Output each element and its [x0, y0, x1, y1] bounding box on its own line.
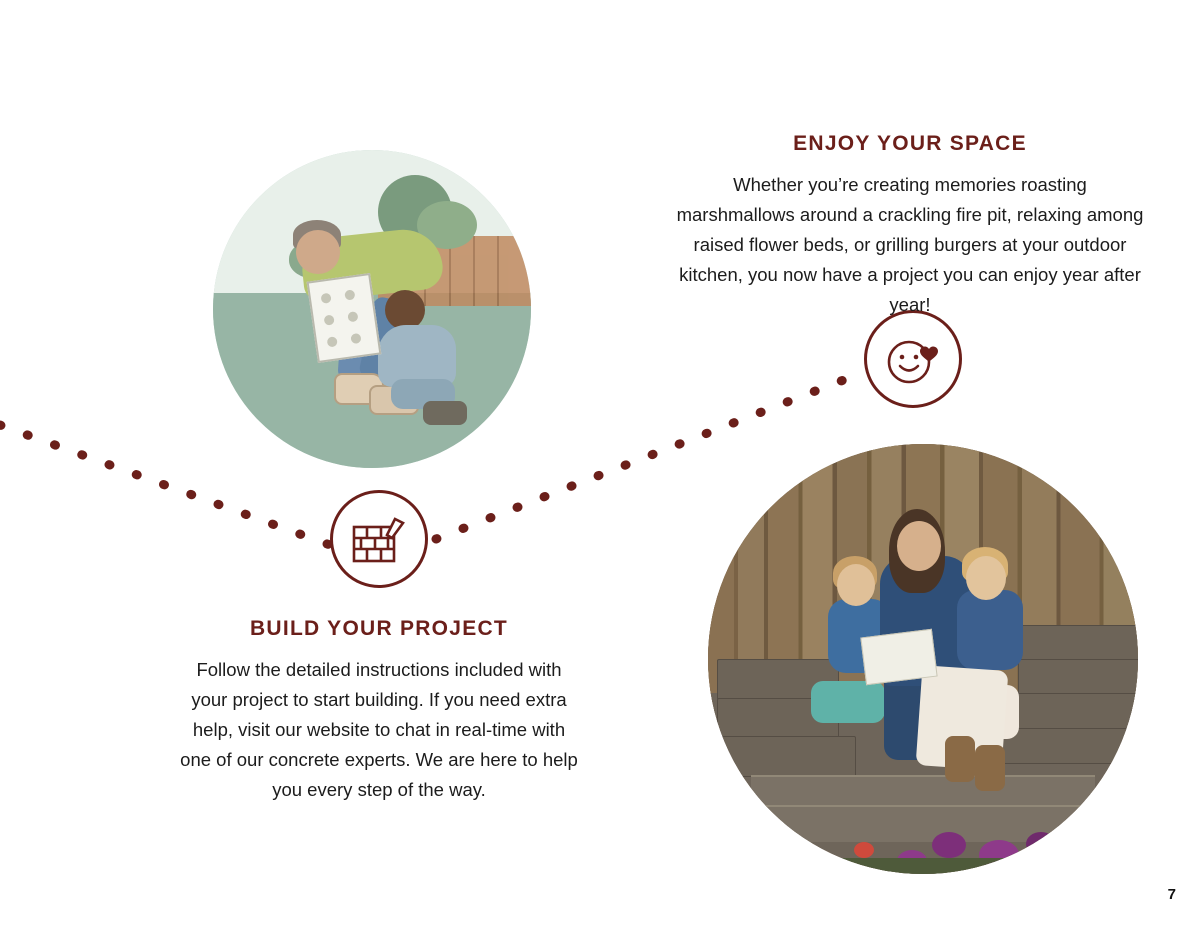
- enjoy-your-space-photo: [708, 444, 1138, 874]
- enjoy-your-space-body: Whether you’re creating memories roasting marshmallows around a crackling fire pit, relaxing among raised flower beds, or grilling burgers at your outdoor kitchen, you now have a project you can enjoy year after year!: [676, 174, 1144, 315]
- build-your-project-text-block: [176, 617, 582, 805]
- smiley-heart-icon: [864, 310, 962, 408]
- build-your-project-illustration: [213, 150, 531, 468]
- build-your-project-body: Follow the detailed instructions included with your project to start building. If you need extra help, visit our website to chat in real-time with one of our concrete experts. We are here to help you every step of the way.: [180, 659, 578, 800]
- enjoy-your-space-heading: ENJOY YOUR SPACE: [793, 132, 1027, 155]
- build-your-project-heading: BUILD YOUR PROJECT: [250, 617, 508, 640]
- brick-wall-trowel-icon: [330, 490, 428, 588]
- page-number: 7: [1167, 886, 1176, 903]
- enjoy-your-space-text-block: [672, 132, 1148, 320]
